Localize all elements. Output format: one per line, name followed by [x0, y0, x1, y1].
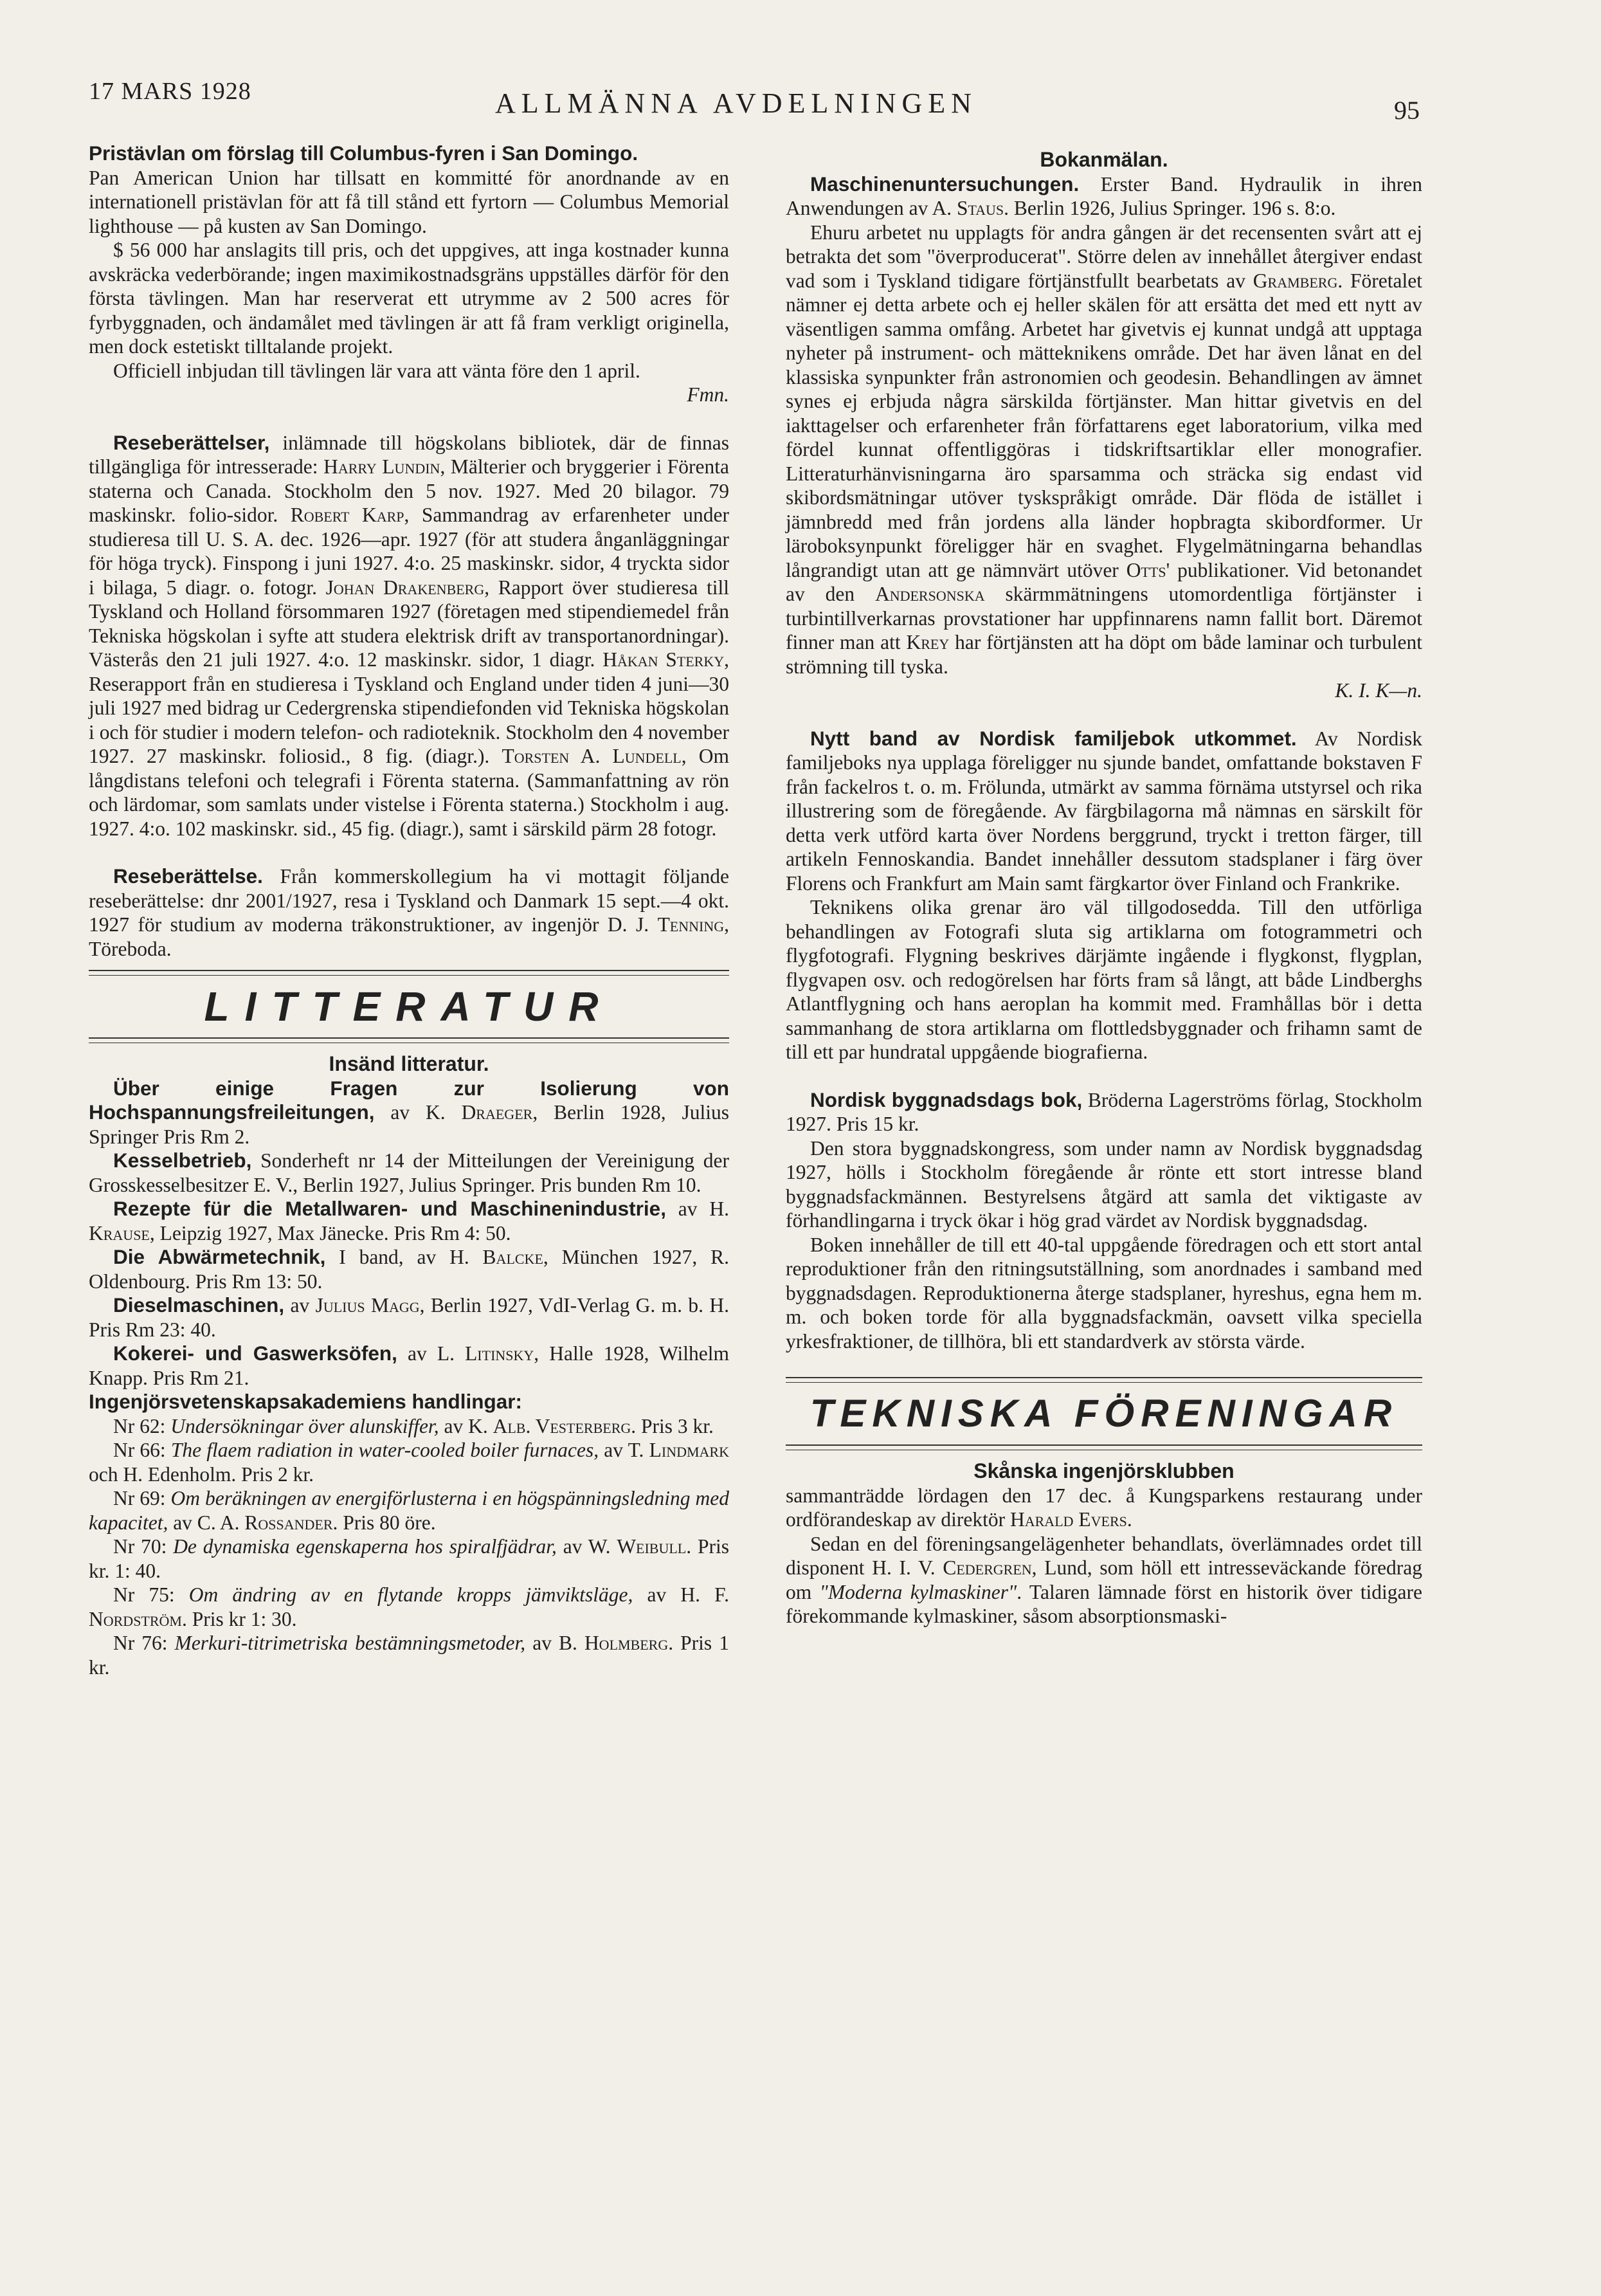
- author-name: Julius Magg: [315, 1294, 420, 1317]
- author-name: Staus: [956, 197, 1004, 219]
- article-paragraph: Pan American Union har tillsatt en kommitté för anordnande av en internationell pristävlan för att få till stånd ett fyrtorn — Columbus Memorial lighthouse — på kusten av San Domingo.: [89, 166, 729, 237]
- header-page-number: 95: [1394, 96, 1420, 125]
- author-name: Krause: [89, 1221, 150, 1244]
- book-entry: [89, 1245, 729, 1293]
- iva-heading: Ingenjörsvetenskapsakademiens handlingar:: [89, 1390, 522, 1413]
- author-name: Weibull: [617, 1535, 687, 1558]
- article-paragraph: Officiell inbjudan till tävlingen lär vara att vänta före den 1 april.: [113, 359, 640, 382]
- iva-entry: [89, 1583, 729, 1631]
- bokanmalan-heading: Bokanmälan.: [1040, 148, 1168, 171]
- book-text: Sonderheft nr 14 der Mitteilungen der Vereinigung der Grosskesselbesitzer E. V., Berlin 1927, Julius Springer. Pris bunden Rm 10.: [89, 1149, 729, 1196]
- article-heading: Reseberättelse.: [113, 864, 263, 888]
- book-text: , Berlin 1928, Julius Springer Pris Rm 2.: [89, 1101, 729, 1148]
- book-text: av L.: [397, 1342, 466, 1365]
- entry-text: . Pris 1 kr.: [89, 1632, 729, 1679]
- entry-number: Nr 76:: [113, 1632, 175, 1654]
- author-name: Torsten A. Lundell: [502, 745, 682, 767]
- book-text: av: [284, 1294, 316, 1317]
- book-title: Rezepte für die Metallwaren- und Maschinenindustrie,: [113, 1197, 666, 1220]
- skanska-heading: Skånska ingenjörsklubben: [973, 1459, 1235, 1482]
- article-nordisk-byggnadsdag: Nordisk byggnadsdags bok, Bröderna Lagerströms förlag, Stockholm 1927. Pris 15 kr.: [786, 1088, 1422, 1135]
- iva-entry: [89, 1414, 729, 1439]
- author-name: Håkan Sterky: [602, 648, 725, 671]
- entry-text: av T.: [599, 1439, 649, 1461]
- banner-title: TEKNISKA FÖRENINGAR: [810, 1392, 1398, 1435]
- entry-number: Nr 70:: [113, 1535, 174, 1558]
- header-date: 17 MARS 1928: [89, 78, 251, 105]
- entry-title: Om ändring av en flytande kropps jämviktsläge,: [188, 1583, 633, 1606]
- entry-text: och H. Edenholm. Pris 2 kr.: [89, 1462, 314, 1486]
- author-name: Otts: [1126, 558, 1166, 581]
- author-name: Holmberg: [584, 1632, 669, 1654]
- author-name: Nordström: [89, 1607, 182, 1630]
- entry-number: Nr 75:: [113, 1583, 189, 1606]
- section-banner-litteratur: [89, 970, 729, 1043]
- header-section-title: ALLMÄNNA AVDELNINGEN: [495, 87, 977, 119]
- author-name: Alb. Vesterberg: [493, 1414, 631, 1437]
- book-title: Über einige Fragen zur Isolierung von Hochspannungsfreileitungen,: [89, 1076, 729, 1124]
- article-heading: Nytt band av Nordisk familjebok utkommet.: [810, 726, 1297, 750]
- author-name: Gramberg: [1253, 269, 1338, 292]
- author-name: Tenning: [657, 913, 725, 936]
- book-text: , Berlin 1927, VdI-Verlag G. m. b. H. Pris Rm 23: 40.: [89, 1294, 729, 1341]
- book-entry: [89, 1149, 729, 1197]
- entry-text: . Pris kr 1: 30.: [182, 1607, 297, 1630]
- book-text: I band, av H.: [325, 1246, 483, 1268]
- book-entry: [89, 1293, 729, 1342]
- banner-title: LITTERATUR: [204, 983, 614, 1030]
- banner-rule-top: [786, 1377, 1422, 1383]
- iva-entry: [89, 1535, 729, 1583]
- author-name: Lindmark: [649, 1439, 729, 1461]
- book-entry: [89, 1197, 729, 1245]
- entry-title: De dynamiska egenskaperna hos spiralfjädrar,: [173, 1535, 557, 1558]
- article-paragraph: Sedan en del föreningsangelägenheter behandlats, överlämnades ordet till disponent H. I. V. Cedergren, Lund, som höll ett intresseväckande föredrag om "Moderna kylmaskiner". Talaren lämnade först en historik över tidigare förekommande kylmaskiner, såsom absorptionsmaski-: [786, 1532, 1422, 1627]
- entry-title: Om beräkningen av energiförlusterna i en högspänningsledning med kapacitet,: [89, 1487, 729, 1534]
- article-paragraph: Teknikens olika grenar äro väl tillgodosedda. Till den utförliga behandlingen av Fotografi sluta sig artiklarna om fotogrammetri och flygfotografi. Flygning beskrives därjämte ingående i flygkonst, flygplan, flygvapen osv. och redogörelsen har förts fram så långt, att både Lindberghs Atlantflygning och hans aeroplan ha kommit med. Framhållas bör i detta sammanhang de stora artiklarna om flottledsbyggnader och frihamn samt de till ett par hundratal uppgående biografierna.: [786, 896, 1422, 1063]
- iva-entry: [89, 1631, 729, 1679]
- author-name: Balcke: [482, 1246, 543, 1268]
- entry-number: Nr 62:: [113, 1414, 171, 1437]
- author-name: Draeger: [461, 1101, 533, 1124]
- entry-text: . Pris 80 öre.: [332, 1511, 436, 1534]
- entry-number: Nr 66:: [113, 1439, 171, 1461]
- iva-list: [89, 1414, 729, 1680]
- entry-title: The flaem radiation in water-cooled boiler furnaces,: [170, 1439, 599, 1461]
- article-signature: Fmn.: [687, 383, 729, 406]
- entry-text: av B.: [525, 1632, 584, 1654]
- section-banner-tekniska-foreningar: [786, 1377, 1422, 1450]
- lecture-title: "Moderna kylmaskiner": [819, 1580, 1017, 1603]
- author-name: Litinsky: [465, 1342, 534, 1365]
- article-nordisk-familjebok: Nytt band av Nordisk familjebok utkommet. Av Nordisk familjeboks nya upplaga föreligger nu sjunde bandet, omfattande bokstaven F från fackelros t. o. m. Frölunda, utmärkt av samma förnäma utstyrsel och rika illustrering som de föregående. Av färgbilagorna må nämnas en särskilt för detta verk utförd karta över Nordens berggrund, tryckt i tretton färger, till artikeln Fennoskandia. Bandet innehåller dessutom stadsplaner i färg över Florens och Frankfurt am Main samt färgkartor över Finland och Frankrike.: [786, 726, 1422, 895]
- author-name: Cedergren: [943, 1556, 1032, 1579]
- article-paragraph: sammanträdde lördagen den 17 dec. å Kungsparkens restaurang under ordförandeskap av direktör Harald Evers.: [786, 1484, 1422, 1531]
- book-text: , Leipzig 1927, Max Jänecke. Pris Rm 4: 50.: [149, 1221, 511, 1244]
- author-name: Robert Karp: [290, 504, 404, 526]
- entry-title: Undersökningar över alunskiffer,: [170, 1414, 439, 1437]
- article-reseberattelse: Reseberättelse. Från kommerskollegium ha vi mottagit följande reseberättelse: dnr 2001/1927, resa i Tyskland och Danmark 15 sept.—4 okt. 1927 för studium av moderna träkonstruktioner, av ingenjör D. J. Tenning, Töreboda.: [89, 864, 729, 960]
- entry-text: . Pris kr. 1: 40.: [89, 1535, 729, 1582]
- entry-text: av C. A.: [168, 1511, 245, 1534]
- right-column: [786, 148, 1422, 1628]
- article-heading-pristavlan: Pristävlan om förslag till Columbus-fyren i San Domingo.: [89, 141, 638, 165]
- author-name: Harry Lundin: [323, 455, 440, 478]
- author-name: Andersonska: [874, 583, 985, 605]
- book-text: , München 1927, R. Oldenbourg. Pris Rm 13: 50.: [89, 1246, 730, 1293]
- article-heading: Reseberättelser,: [113, 430, 270, 454]
- book-text: , Halle 1928, Wilhelm Knapp. Pris Rm 21.: [89, 1342, 729, 1389]
- article-paragraph: $ 56 000 har anslagits till pris, och det uppgives, att inga kostnader kunna avskräcka vederbörande; ingen maximikostnadsgräns uppställes därför för den första tävlingen. Man har reserverat ett utrymme av 2 500 acres för fyrbyggnaden, och ändamålet med tävlingen är att få fram verkligt originella, men dock estetiskt tilltalande projekt.: [89, 239, 729, 358]
- article-paragraph: Den stora byggnadskongress, som under namn av Nordisk byggnadsdag 1927, hölls i Stockholm föregående år rönte ett stort intresse bland byggnadsfackmännen. Bestyrelsens åtgärd att samla det viktigaste av förhandlingarna i tryck ökar i hög grad värdet av Nordisk byggnadsdag.: [786, 1136, 1422, 1232]
- book-text: av H.: [665, 1198, 729, 1220]
- author-name: Johan Drakenberg: [325, 576, 485, 599]
- article-paragraph: Ehuru arbetet nu upplagts för andra gången är det recensenten svårt att ej betrakta det som "överproducerat". Större delen av innehållet återgiver endast vad som i Tyskland tidigare förtjänstfullt bearbetats av Gramberg. Företalet nämner ej detta arbete och ej heller skälen för att ersätta det med ett nytt av väsentligen samma omfång. Arbetet har givetvis ej kunnat undgå att upptaga nyheter på instrument- och mätteknikens område. Det har även lånat en del klassiska synpunkter från astronomien och geodesin. Behandlingen av ämnet synes ej erbjuda några särskilda förtjänster. Man hittar givetvis en del iakttagelser och erfarenheter från författarens eget laboratorium, vilka med fördel kunnat offentliggöras i tidskriftsartiklar eller monografier. Litteraturhänvisningarna äro sparsamma och sträcka sig endast vid skibordsmätningar utöver tyskspråkigt område. Där flöda de istället i jämnbredd med från jordens alla länder hopbragta skibordformer. Ur läroboksynpunkt föreligger här en svaghet. Flygelmätningarna behandlas långrandigt utan att ge nämnvärt utöver Otts' publikationer. Vid betonandet av den Andersonska skärmmätningens utomordentliga förtjänster i turbintillverkarnas provstationer har uppfinnarens namn fallit bort. Däremot finner man att Krey har förtjänsten att ha döpt om både laminar och turbulent strömning till tyska.: [786, 221, 1422, 678]
- author-name: Krey: [906, 631, 950, 653]
- insand-litteratur-heading: Insänd litteratur.: [329, 1052, 489, 1075]
- book-title: Maschinenuntersuchungen.: [810, 172, 1080, 196]
- book-title: Kokerei- und Gaswerksöfen,: [113, 1342, 397, 1365]
- book-title: Dieselmaschinen,: [113, 1293, 285, 1317]
- article-reseberattelser: Reseberättelser, inlämnade till högskolans bibliotek, där de finnas tillgängliga för intresserade: Harry Lundin, Mälterier och bryggerier i Förenta staterna och Canada. Stockholm den 5 nov. 1927. Med 20 bilagor. 79 maskinskr. folio-sidor. Robert Karp, Sammandrag av erfarenheter under studieresa till U. S. A. dec. 1926—apr. 1927 (för att studera ånganläggningar för höga tryck). Finspong i juni 1927. 4:o. 25 maskinskr. sidor, 4 tryckta sidor i bilaga, 5 diagr. o. fotogr. Johan Drakenberg, Rapport över studieresa till Tyskland och Holland försommaren 1927 (företagen med stipendiemedel från Tekniska högskolan i syfte att studera elektrisk drift av transportanordningar). Västerås den 21 juli 1927. 4:o. 12 maskinskr. sidor, 1 diagr. Håkan Sterky, Reserapport från en studieresa i Tyskland och England under tiden 4 juni—30 juli 1927 med bidrag ur Cedergrenska stipendiefonden vid Tekniska högskolan i och för studier i modern telefon- och radioteknik. Stockholm den 4 november 1927. 27 maskinskr. foliosid., 8 fig. (diagr.). Torsten A. Lundell, Om långdistans telefoni och telegrafi i Förenta staterna. (Sammanfattning av rön och lärdomar, som samlats under vistelse i Förenta staterna.) Stockholm i aug. 1927. 4:o. 102 maskinskr. sid., 45 fig. (diagr.), samt i särskild pärm 28 fotogr.: [89, 430, 730, 840]
- author-name: Rossander: [244, 1511, 333, 1534]
- iva-entry: [89, 1438, 729, 1486]
- book-title: Die Abwärmetechnik,: [113, 1245, 326, 1268]
- book-entry: [89, 1342, 729, 1390]
- book-text: av K.: [374, 1101, 462, 1124]
- entry-text: av W.: [556, 1535, 617, 1558]
- book-list: [89, 1077, 729, 1390]
- entry-number: Nr 69:: [113, 1487, 171, 1509]
- article-signature: K. I. K—n.: [1335, 679, 1422, 702]
- left-column: [89, 141, 729, 1679]
- article-heading: Nordisk byggnadsdags bok,: [810, 1088, 1083, 1111]
- article-paragraph: Maschinenuntersuchungen. Erster Band. Hydraulik in ihren Anwendungen av A. Staus. Berlin 1926, Julius Springer. 196 s. 8:o.: [786, 172, 1422, 219]
- author-name: Harald Evers: [1010, 1508, 1127, 1531]
- iva-entry: [89, 1486, 729, 1535]
- entry-text: av H. F.: [633, 1583, 729, 1606]
- banner-rule-top: [89, 970, 729, 976]
- book-entry: [89, 1077, 729, 1149]
- entry-text: av K.: [439, 1414, 493, 1437]
- entry-text: . Pris 3 kr.: [631, 1414, 714, 1437]
- book-title: Kesselbetrieb,: [113, 1149, 252, 1172]
- article-paragraph: Boken innehåller de till ett 40-tal uppgående föredragen och ett stort antal reproduktioner från den ritningsutställning, som anordnades i samband med byggnadsdagen. Reproduktionerna återge stadsplaner, hyreshus, egna hem m. m. och boken torde för alla byggnadsfackmän, oavsett vilka speciella yrkesfraktioner, de tillhöra, bli ett standardverk av största värde.: [786, 1233, 1422, 1353]
- banner-rule-bottom: [786, 1444, 1422, 1450]
- entry-title: Merkuri-titrimetriska bestämningsmetoder,: [174, 1632, 526, 1654]
- banner-rule-bottom: [89, 1037, 729, 1043]
